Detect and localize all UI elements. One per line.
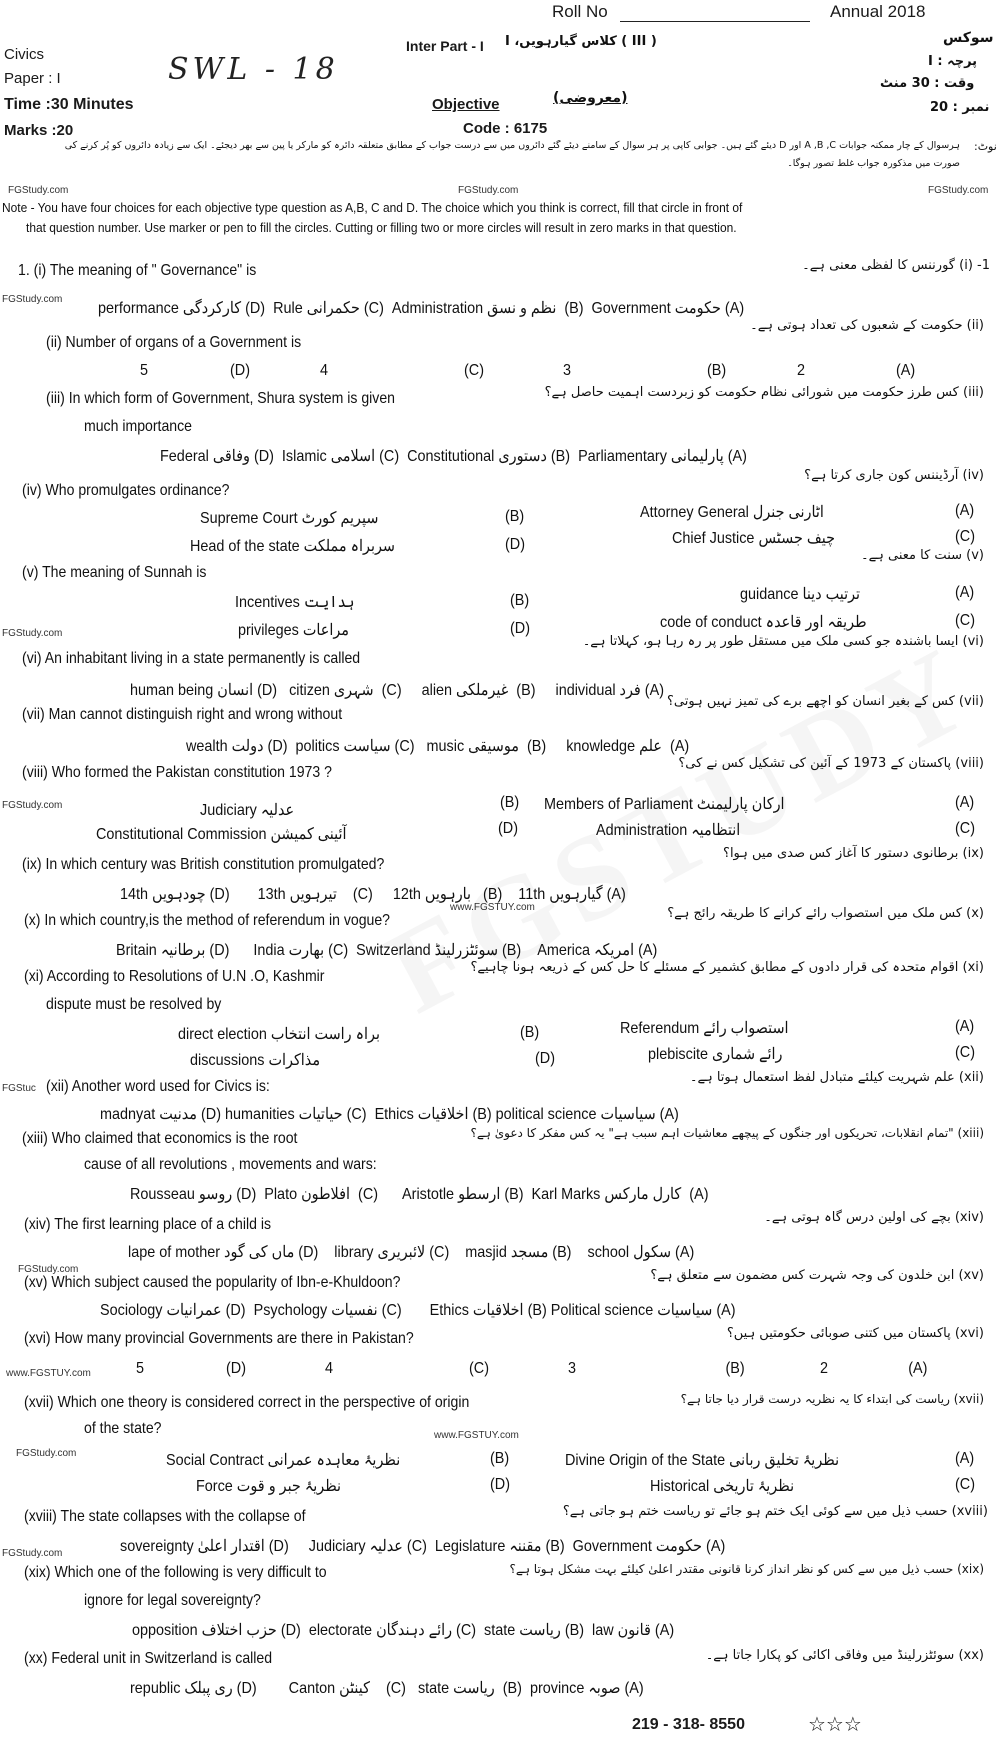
roll-no-label: Roll No (552, 2, 608, 21)
option-a[interactable]: Members of Parliament ارکان پارلیمنٹ (544, 796, 785, 813)
watermark-fgstudy: FGStudy.com (458, 185, 519, 196)
option-b[interactable]: 12th بارہویں (392, 886, 472, 903)
question-xi-urdu: (xi) اقوام متحدہ کی قرار دادوں کے مطابق کشمیر کے مسئلے کا حل کس کے ذریعہ ہونا چاہیے؟ (470, 960, 984, 975)
option-b[interactable]: 3 (568, 1360, 577, 1377)
option-a[interactable]: Attorney General اٹارنی جنرل (640, 504, 824, 521)
question-ii: (ii) Number of organs of a Government is (46, 334, 302, 351)
question-xx: (xx) Federal unit in Switzerland is called (24, 1650, 273, 1667)
option-d[interactable]: republic ری پبلک (130, 1680, 233, 1697)
options-row: 5 (D) 4 (C) 3 (B) 2 (A) (140, 362, 916, 379)
option-b[interactable]: Social Contract نظریۂ معاہدہ عمرانی (166, 1452, 401, 1469)
option-d[interactable]: wealth دولت (186, 738, 264, 755)
options-row: Sociology عمرانیات (D) Psychology نفسیات (C) Ethics اخلاقیات (B) Political science سیاسیات (A) (100, 1302, 736, 1319)
code-label: Code : 6175 (463, 120, 548, 137)
options-row: sovereignty اقتدار اعلیٰ (D) Judiciary عدلیہ (C) Legislature مقننہ (B) Government حکومت (A) (120, 1538, 726, 1555)
question-vii-urdu: (vii) کس کے بغیر انسان کو اچھے برے کی تمیز نہیں ہوتی؟ (667, 694, 984, 709)
question-x: (x) In which country,is the method of referendum in vogue? (24, 912, 391, 929)
question-xii-urdu: (xii) علم شہریت کیلئے متبادل لفظ استعمال ہوتا ہے۔ (689, 1070, 984, 1085)
handwritten-code: SWL - 18 (168, 52, 339, 87)
option-d[interactable]: lape of mother ماں کی گود (128, 1244, 295, 1261)
paper-label: Paper : I (4, 70, 61, 87)
option-b[interactable]: 3 (563, 362, 572, 379)
english-note-line-2: that question number. Use marker or pen to fill the circles. Cutting or filling two or more circles will result in zero marks in that question. (26, 220, 737, 235)
options-row: Britain برطانیہ (D) India بھارت (C) Switzerland سوئٹزرلینڈ (B) America امریکہ (A) (116, 942, 658, 959)
options-row: opposition حزب اختلاف (D) electorate رائے دہندگان (C) state ریاست (B) law قانون (A) (132, 1622, 675, 1639)
time-label: Time :30 Minutes (4, 96, 134, 113)
option-c[interactable]: plebiscite رائے شماری (648, 1046, 783, 1063)
option-c[interactable]: citizen شہری (289, 682, 374, 699)
question-xvi-urdu: (xvi) پاکستان میں کتنی صوبائی حکومتیں ہیں؟ (726, 1326, 984, 1341)
question-xx-urdu: (xx) سوئٹزرلینڈ میں وفاقی اکائی کو پکارا جاتا ہے۔ (705, 1648, 984, 1663)
question-iii: (iii) In which form of Government, Shura system is given (46, 390, 396, 407)
watermark-fgstudy: FGStudy.com (2, 294, 63, 305)
option-d[interactable]: 5 (140, 362, 149, 379)
watermark-fgstudy: FGStudy.com (928, 185, 989, 196)
objective-heading: Objective (432, 96, 500, 113)
question-v: (v) The meaning of Sunnah is (22, 564, 207, 581)
option-a[interactable]: Government حکومت (572, 1538, 703, 1555)
option-b[interactable]: state ریاست (417, 1680, 495, 1697)
question-xv: (xv) Which subject caused the popularity of Ibn-e-Khuldoon? (24, 1274, 401, 1291)
option-a[interactable]: Referendum استصواب رائے (620, 1020, 789, 1037)
option-c[interactable]: politics سیاست (295, 738, 391, 755)
option-b[interactable]: Ethics اخلاقیات (374, 1106, 469, 1123)
question-xiii-urdu: (xiii) "تمام انقلابات، تحریکوں اور جنگوں کے پیچھے معاشیات اہم سبب ہے" یہ کس مفکر کا دعویٰ ہے؟ (470, 1126, 984, 1140)
question-vii: (vii) Man cannot distinguish right and wrong without (22, 706, 343, 723)
question-xix-urdu: (xix) حسب ذیل میں سے کس کو نظر انداز کرنا قانونی مقتدر اعلیٰ کیلئے بہت مشکل ہوتا ہے؟ (509, 1562, 984, 1576)
question-v-urdu: (v) سنت کا معنی ہے۔ (861, 548, 984, 563)
option-d[interactable]: Force نظریۂ جبر و قوت (196, 1478, 342, 1495)
watermark-fgstudy: FGStudy.com (2, 1548, 63, 1559)
option-c[interactable]: electorate رائے دہندگان (308, 1622, 453, 1639)
option-c[interactable]: Historical نظریۂ تاریخی (650, 1478, 795, 1495)
marks-urdu: نمبر : 20 (930, 100, 990, 115)
question-xix: (xix) Which one of the following is very difficult to (24, 1564, 327, 1581)
option-b[interactable]: Supreme Court سپریم کورٹ (200, 510, 379, 527)
subject-label: Civics (4, 46, 44, 63)
question-xi-cont: dispute must be resolved by (46, 996, 222, 1013)
option-a[interactable]: 2 (797, 362, 806, 379)
question-vi: (vi) An inhabitant living in a state permanently is called (22, 650, 361, 667)
options-row: republic ری پبلک (D) Canton کینٹن (C) state ریاست (B) province صوبہ (A) (130, 1680, 644, 1697)
option-a[interactable]: Divine Origin of the State نظریۂ تخلیق ربانی (565, 1452, 840, 1469)
class-urdu: ( III ) کلاس گیارہویں، I (505, 34, 657, 49)
watermark-fgstuy: www.FGSTUY.com (450, 902, 535, 913)
option-d[interactable]: madnyat مدنیت (100, 1106, 198, 1123)
option-c[interactable]: humanities حیاتیات (225, 1106, 343, 1123)
option-a[interactable]: Karl Marks کارل مارکس (531, 1186, 682, 1203)
option-d[interactable]: Rousseau روسو (130, 1186, 233, 1203)
urdu-note-label: نوٹ: (974, 140, 997, 153)
question-iv-urdu: (iv) آرڈیننس کون جاری کرتا ہے؟ (804, 468, 984, 483)
watermark-fgstudy: FGStudy.com (2, 628, 63, 639)
question-iv: (iv) Who promulgates ordinance? (22, 482, 230, 499)
watermark-fgstudy: FGStudy.com (8, 185, 69, 196)
options-row: wealth دولت (D) politics سیاست (C) music موسیقی (B) knowledge علم (A) (186, 738, 690, 755)
urdu-note-line-1: ہرسوال کے چار ممکنہ جوابات A ,B ,C اور D دیئے گئے ہیں۔ جوابی کاپی پر ہر سوال کے سامنے دیئے گئے دائروں میں سے درست جواب کے مطابق متعلقہ دائرہ کو مارکر یا پین سے بھر دیجئے۔ ایک سے زیادہ دائروں کو پُر کرنے کی (64, 140, 960, 151)
option-a[interactable]: political science سیاسیات (495, 1106, 656, 1123)
annual-label: Annual 2018 (830, 2, 926, 21)
option-c[interactable]: library لائبریری (334, 1244, 426, 1261)
option-a[interactable]: law قانون (592, 1622, 651, 1639)
option-b[interactable]: Administration نظم و نسق (391, 300, 557, 317)
option-a[interactable]: school سکول (587, 1244, 672, 1261)
option-b[interactable]: direct election براہ راست انتخاب (178, 1026, 381, 1043)
options-row: Federal وفاقی (D) Islamic اسلامی (C) Constitutional دستوری (B) Parliamentary پارلیمانی (A) (160, 448, 747, 465)
marks-label: Marks :20 (4, 122, 74, 139)
option-c[interactable]: Judiciary عدلیہ (308, 1538, 403, 1555)
question-1-i-urdu: 1- (i) گورننس کا لفظی معنی ہے۔ (802, 258, 990, 273)
option-b[interactable]: masjid مسجد (465, 1244, 549, 1261)
watermark-fgstudy: FGStuc (2, 1083, 36, 1094)
question-x-urdu: (x) کس ملک میں استصواب رائے کرانے کا طریقہ رائج ہے؟ (667, 906, 984, 921)
question-xix-cont: ignore for legal sovereignty? (84, 1592, 261, 1609)
option-a[interactable]: Government حکومت (591, 300, 721, 317)
option-a[interactable]: individual فرد (555, 682, 641, 699)
option-b[interactable]: Constitutional دستوری (407, 448, 547, 465)
question-xiii: (xiii) Who claimed that economics is the root (22, 1130, 298, 1147)
option-a[interactable]: knowledge علم (566, 738, 663, 755)
option-d[interactable]: Sociology عمرانیات (100, 1302, 222, 1319)
question-viii-urdu: (viii) پاکستان کے 1973 کے آئین کی تشکیل کس نے کی؟ (678, 756, 984, 771)
question-xv-urdu: (xv) ابن خلدون کی وجہ شہرت کس مضمون سے متعلق ہے؟ (650, 1268, 984, 1283)
option-c[interactable]: 13th تیرہویں (257, 886, 337, 903)
roll-no-field[interactable] (620, 4, 810, 22)
question-xvii-urdu: (xvii) ریاست کی ابتداء کا یہ نظریہ درست قرار دیا جاتا ہے؟ (680, 1392, 984, 1406)
question-xiii-cont: cause of all revolutions , movements and wars: (84, 1156, 377, 1173)
question-ii-urdu: (ii) حکومت کے شعبوں کی تعداد ہوتی ہے۔ (750, 318, 984, 333)
option-a[interactable]: America امریکہ (537, 942, 635, 959)
question-ix: (ix) In which century was British constitution promulgated? (22, 856, 385, 873)
option-b[interactable]: Ethics اخلاقیات (429, 1302, 524, 1319)
question-xvii: (xvii) Which one theory is considered correct in the perspective of origin (24, 1394, 470, 1411)
option-d[interactable]: performance کارکردگی (98, 300, 242, 317)
option-d[interactable]: 14th چودہویں (120, 886, 206, 903)
class-line: Inter Part - I (406, 38, 484, 54)
urdu-note-line-2: صورت میں مذکورہ جواب غلط تصور ہوگا۔ (787, 158, 960, 169)
footer-code: 219 - 318- 8550 (632, 1716, 745, 1733)
option-a[interactable]: guidance ترتیب دینا (740, 586, 861, 603)
option-c[interactable]: 4 (320, 362, 329, 379)
option-a[interactable]: Parliamentary پارلیمانی (578, 448, 724, 465)
time-urdu: وقت : 30 منٹ (880, 76, 975, 91)
question-xviii-urdu: (xviii) حسب ذیل میں سے کوئی ایک ختم ہو جائے تو ریاست ختم ہو جاتی ہے؟ (562, 1504, 988, 1519)
option-d[interactable]: discussions مذاکرات (190, 1052, 321, 1069)
question-viii: (viii) Who formed the Pakistan constitution 1973 ? (22, 764, 332, 781)
subject-urdu: سوکس (943, 30, 994, 46)
question-xiv-urdu: (xiv) بچے کی اولین درس گاہ ہوتی ہے۔ (764, 1210, 984, 1225)
option-b[interactable]: Switzerland سوئٹزرلینڈ (356, 942, 499, 959)
watermark-fgstuy: www.FGSTUY.com (434, 1430, 519, 1441)
option-c[interactable]: Canton کینٹن (288, 1680, 370, 1697)
option-a[interactable]: province صوبہ (529, 1680, 621, 1697)
option-c[interactable]: Psychology نفسیات (253, 1302, 378, 1319)
option-a[interactable]: Political science سیاسیات (550, 1302, 713, 1319)
option-a[interactable]: 11th گیارہویں (518, 886, 603, 903)
option-b[interactable]: music موسیقی (426, 738, 520, 755)
option-b[interactable]: Legislature مقننہ (434, 1538, 542, 1555)
question-iii-cont: much importance (84, 418, 192, 435)
option-c[interactable]: Chief Justice چیف جسٹس (672, 530, 836, 547)
question-xiv: (xiv) The first learning place of a child is (24, 1216, 272, 1233)
question-1-i: 1. (i) The meaning of " Governance" is (18, 262, 257, 279)
option-d[interactable]: Head of the state سربراہ مملکت (190, 538, 395, 555)
paper-urdu: پرچہ : I (928, 54, 978, 69)
option-c[interactable]: Administration انتظامیہ (596, 822, 741, 839)
objective-urdu: (معروضی) (553, 90, 628, 106)
options-row: lape of mother ماں کی گود (D) library لائبریری (C) masjid مسجد (B) school سکول (A) (128, 1244, 695, 1261)
question-iii-urdu: (iii) کس طرز حکومت میں شورائی نظام حکومت کو زبردست اہمیت حاصل ہے؟ (544, 385, 984, 400)
question-xviii: (xviii) The state collapses with the collapse of (24, 1508, 306, 1525)
option-d[interactable]: opposition حزب اختلاف (132, 1622, 277, 1639)
option-b[interactable]: Judiciary عدلیہ (200, 802, 295, 819)
option-c[interactable]: Rule حکمرانی (273, 300, 360, 317)
option-d[interactable]: sovereignty اقتدار اعلیٰ (120, 1538, 265, 1555)
options-row: 14th چودہویں (D) 13th تیرہویں (C) 12th بارہویں (B) 11th گیارہویں (A) (120, 886, 626, 903)
options-row: Rousseau روسو (D) Plato افلاطون (C) Aristotle ارسطو (B) Karl Marks کارل مارکس (A) (130, 1186, 709, 1203)
question-xi: (xi) According to Resolutions of U.N .O, Kashmir (24, 968, 325, 985)
question-ix-urdu: (ix) برطانوی دستور کا آغاز کس صدی میں ہوا؟ (723, 846, 984, 861)
question-xvii-cont: of the state? (84, 1420, 162, 1437)
option-d[interactable]: 5 (136, 1360, 145, 1377)
options-row: madnyat مدنیت (D) humanities حیاتیات (C) Ethics اخلاقیات (B) political science سیاسیات (A) (100, 1106, 679, 1123)
option-a[interactable]: 2 (820, 1360, 829, 1377)
question-xii: (xii) Another word used for Civics is: (46, 1078, 270, 1095)
option-d[interactable]: privileges مراعات (238, 622, 350, 639)
watermark-fgstuy: www.FGSTUY.com (6, 1368, 91, 1379)
option-b[interactable]: Aristotle ارسطو (402, 1186, 501, 1203)
option-c[interactable]: Plato افلاطون (264, 1186, 351, 1203)
option-d[interactable]: Britain برطانیہ (116, 942, 206, 959)
option-c[interactable]: 4 (325, 1360, 334, 1377)
english-note-line-1: Note - You have four choices for each objective type question as A,B, C and D. The choice which you think is correct, fill that circle in front of (2, 200, 743, 215)
watermark-fgstudy: FGStudy.com (2, 800, 63, 811)
star-icons: ☆☆☆ (808, 1712, 862, 1736)
option-d[interactable]: Federal وفاقی (160, 448, 250, 465)
option-b[interactable]: Incentives ہدایت (235, 594, 355, 611)
option-b[interactable]: alien غیرملکی (421, 682, 509, 699)
options-row: human being انسان (D) citizen شہری (C) alien غیرملکی (B) individual فرد (A) (130, 682, 665, 699)
option-d[interactable]: human being انسان (130, 682, 254, 699)
option-c[interactable]: Islamic اسلامی (281, 448, 376, 465)
question-vi-urdu: (vi) ایسا باشندہ جو کسی ملک میں مستقل طور پر رہ رہا ہو، کہلاتا ہے۔ (582, 634, 984, 649)
options-row: 5 (D) 4 (C) 3 (B) 2 (A) (136, 1360, 928, 1377)
option-c[interactable]: code of conduct طریقہ اور قاعدہ (660, 614, 867, 631)
watermark-fgstudy: FGStudy.com (18, 1264, 79, 1275)
question-xvi: (xvi) How many provincial Governments are there in Pakistan? (24, 1330, 414, 1347)
option-b[interactable]: state ریاست (484, 1622, 561, 1639)
option-d[interactable]: Constitutional Commission آئینی کمیشن (96, 826, 347, 843)
options-row: performance کارکردگی (D) Rule حکمرانی (C) Administration نظم و نسق (B) Government حکومت (A) (98, 300, 745, 317)
watermark-fgstudy: FGStudy.com (16, 1448, 77, 1459)
option-c[interactable]: India بھارت (253, 942, 325, 959)
